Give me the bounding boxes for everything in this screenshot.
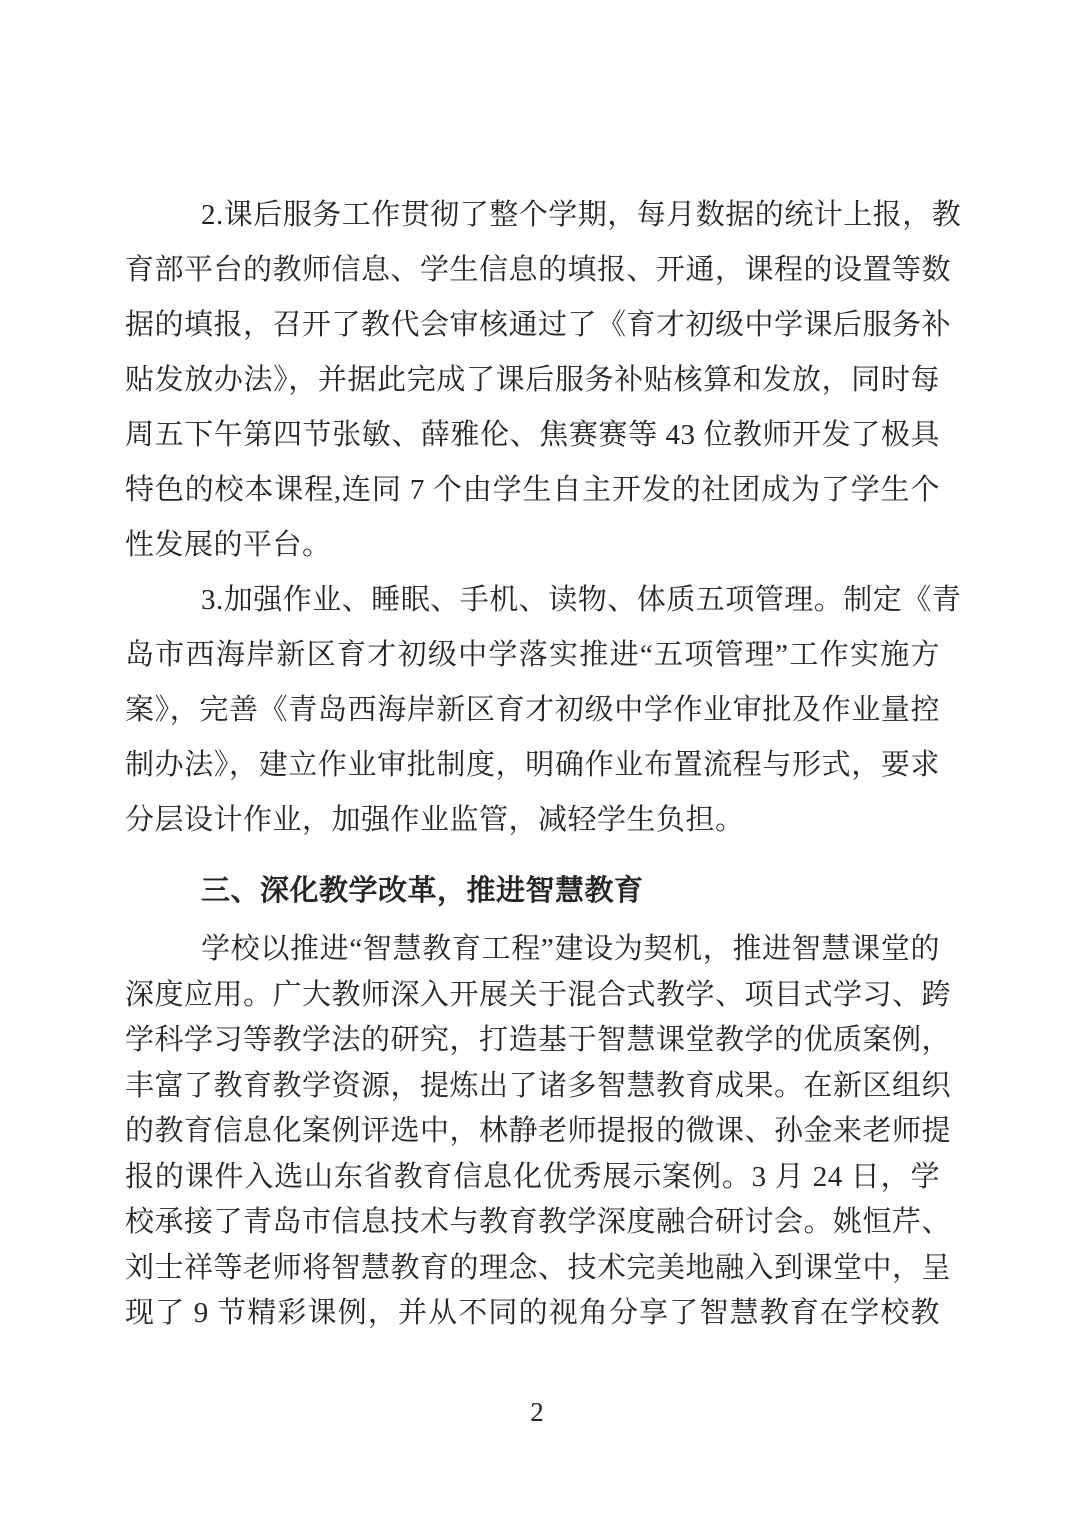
text-line: 分层设计作业，加强作业监管，减轻学生负担。 xyxy=(125,804,745,836)
text-line: 丰富了教育教学资源，提炼出了诸多智慧教育成果。在新区组织 xyxy=(125,1069,952,1102)
text-line: 校承接了青岛市信息技术与教育教学深度融合研讨会。姚恒芹、 xyxy=(125,1206,952,1238)
text-line: 贴发放办法》，并据此完成了课后服务补贴核算和发放，同时每 xyxy=(125,364,940,396)
heading-deepen-teaching-reform xyxy=(125,864,940,919)
text-line: 岛市西海岸新区育才初级中学落实推进“五项管理”工作实施方 xyxy=(125,639,940,671)
text-line: 周五下午第四节张敏、薛雅伦、焦赛赛等 43 位教师开发了极具 xyxy=(125,419,940,451)
para-smart-education xyxy=(125,927,952,1337)
text-line: 刘士祥等老师将智慧教育的理念、技术完美地融入到课堂中，呈 xyxy=(125,1251,952,1284)
text-line: 学校以推进“智慧教育工程”建设为契机，推进智慧课堂的 xyxy=(201,933,940,965)
text-line: 制办法》，建立作业审批制度，明确作业布置流程与形式，要求 xyxy=(125,749,940,781)
para-five-managements xyxy=(125,573,962,848)
document-body xyxy=(125,188,962,1337)
text-line: 育部平台的教师信息、学生信息的填报、开通，课程的设置等数 xyxy=(125,254,952,286)
text-line: 3.加强作业、睡眠、手机、读物、体质五项管理。制定《青 xyxy=(201,584,962,616)
text-line: 据的填报，召开了教代会审核通过了《育才初级中学课后服务补 xyxy=(125,309,952,341)
text-line: 性发展的平台。 xyxy=(125,529,332,561)
heading-line: 三、深化教学改革，推进智慧教育 xyxy=(201,875,644,907)
text-line: 现了 9 节精彩课例，并从不同的视角分享了智慧教育在学校教 xyxy=(125,1297,940,1329)
para-after-school-service xyxy=(125,188,962,573)
text-line: 案》，完善《青岛西海岸新区育才初级中学作业审批及作业量控 xyxy=(125,694,940,726)
text-line: 特色的校本课程,连同 7 个由学生自主开发的社团成为了学生个 xyxy=(125,474,940,506)
text-line: 报的课件入选山东省教育信息化优秀展示案例。3 月 24 日，学 xyxy=(125,1160,940,1193)
text-line: 2.课后服务工作贯彻了整个学期，每月数据的统计上报，教 xyxy=(201,199,962,231)
text-line: 学科学习等教学法的研究，打造基于智慧课堂教学的优质案例， xyxy=(125,1024,952,1056)
page-number: 2 xyxy=(530,1397,544,1427)
text-line: 的教育信息化案例评选中，林静老师提报的微课、孙金来老师提 xyxy=(125,1115,952,1147)
text-line: 深度应用。广大教师深入开展关于混合式教学、项目式学习、跨 xyxy=(125,978,952,1011)
